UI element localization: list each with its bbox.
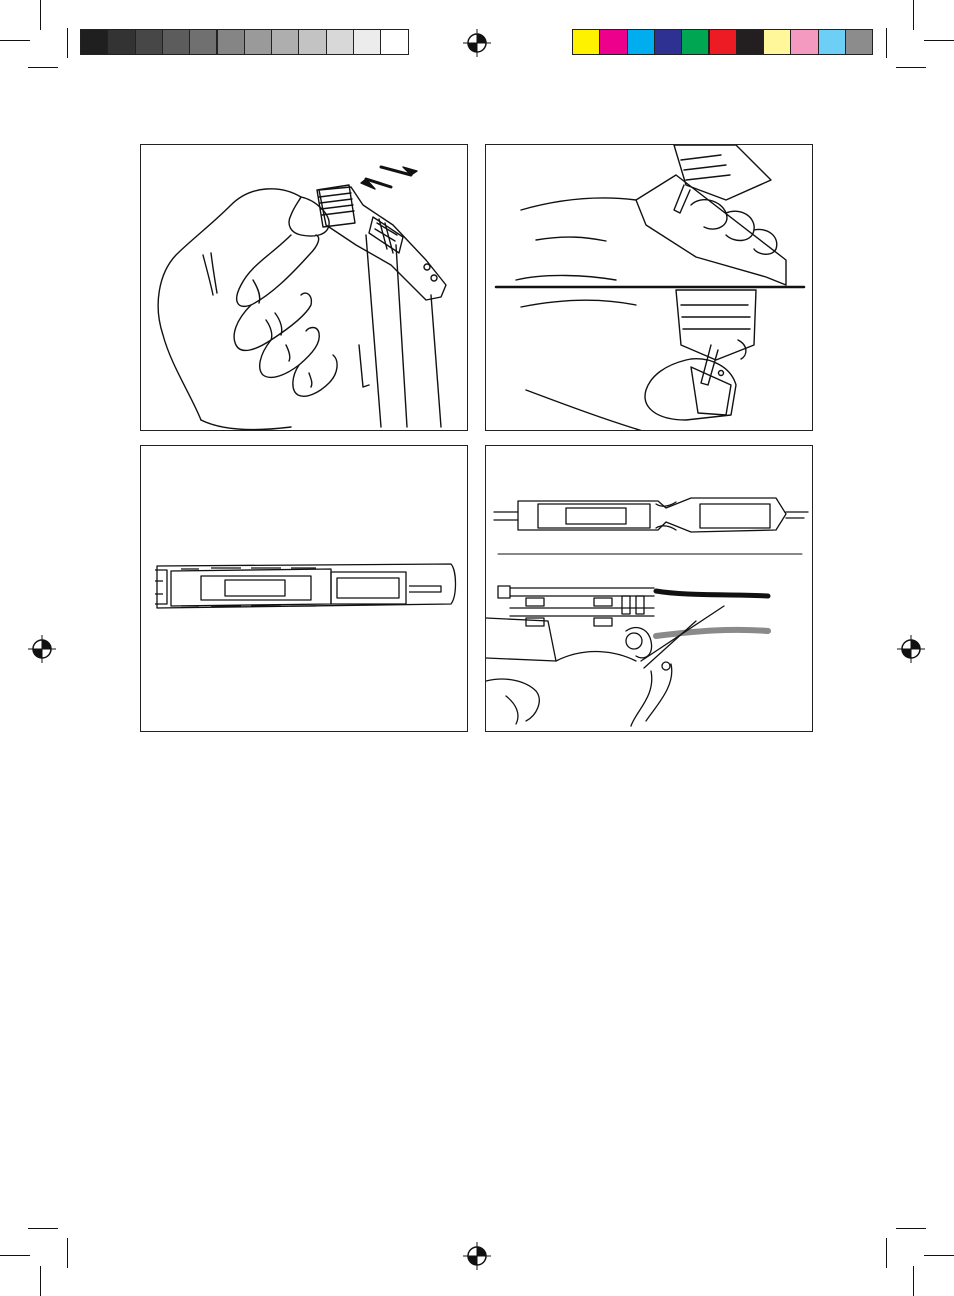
color-swatch bbox=[818, 29, 846, 55]
color-swatch bbox=[162, 29, 190, 55]
color-swatch bbox=[217, 29, 245, 55]
panel-screw-removal-drill bbox=[485, 144, 813, 431]
color-swatch bbox=[353, 29, 381, 55]
color-swatch bbox=[845, 29, 873, 55]
registration-mark-top-icon bbox=[463, 29, 491, 57]
device-housing-icon bbox=[141, 446, 468, 732]
color-swatch bbox=[107, 29, 135, 55]
color-swatch bbox=[80, 29, 108, 55]
color-swatch bbox=[572, 29, 600, 55]
registration-mark-left-icon bbox=[28, 635, 56, 663]
panel-opened-housing-view bbox=[140, 445, 468, 732]
color-swatch bbox=[135, 29, 163, 55]
color-swatch bbox=[599, 29, 627, 55]
scissors-icon bbox=[486, 446, 813, 732]
color-swatch bbox=[654, 29, 682, 55]
color-swatch bbox=[736, 29, 764, 55]
color-swatch bbox=[790, 29, 818, 55]
registration-mark-bottom-icon bbox=[463, 1242, 491, 1270]
color-swatch bbox=[709, 29, 737, 55]
hand-pressing-tab-icon bbox=[141, 145, 468, 431]
color-swatch bbox=[380, 29, 408, 55]
color-swatch bbox=[244, 29, 272, 55]
color-swatch bbox=[681, 29, 709, 55]
color-swatch bbox=[627, 29, 655, 55]
color-swatch bbox=[763, 29, 791, 55]
color-swatch bbox=[189, 29, 217, 55]
color-swatch bbox=[326, 29, 354, 55]
panel-battery-cover-release bbox=[140, 144, 468, 431]
panel-wire-cutting-scissors bbox=[485, 445, 813, 732]
color-swatch bbox=[298, 29, 326, 55]
registration-mark-right-icon bbox=[897, 635, 925, 663]
color-swatch bbox=[271, 29, 299, 55]
screwdriver-icon bbox=[486, 145, 813, 431]
